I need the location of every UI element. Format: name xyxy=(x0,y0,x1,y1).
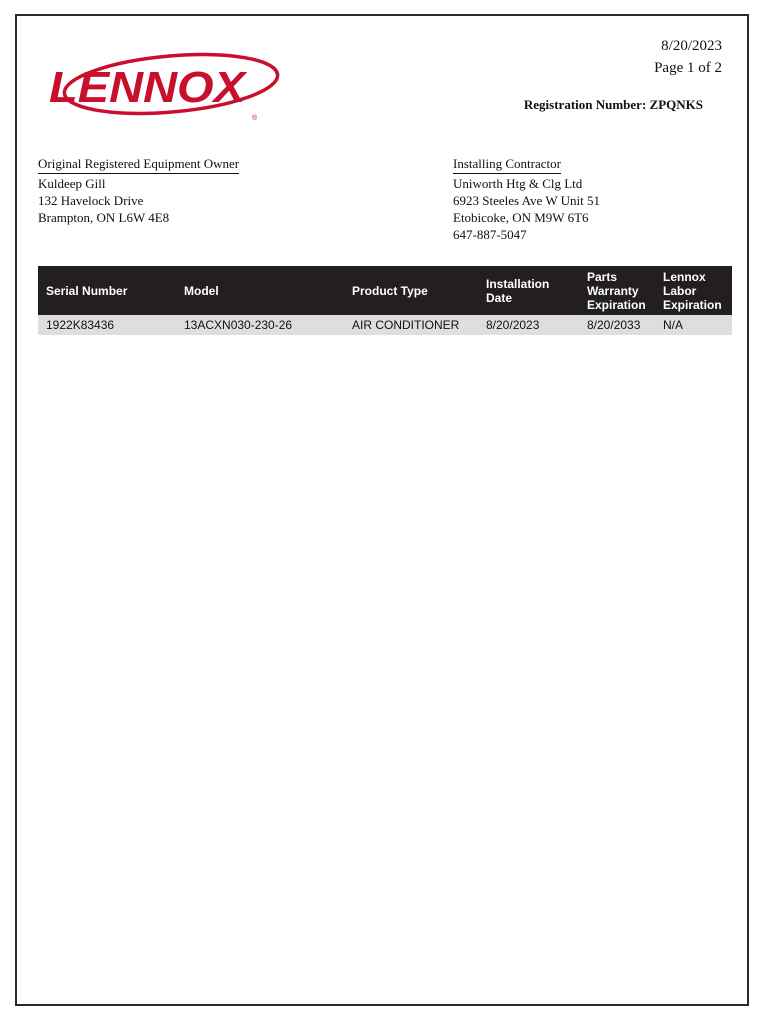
contractor-heading: Installing Contractor xyxy=(453,155,561,174)
page-indicator: Page 1 of 2 xyxy=(654,60,722,76)
contractor-address-block xyxy=(453,155,600,243)
owner-city: Brampton, ON L6W 4E8 xyxy=(38,210,170,225)
logo-wordmark: LENNOX xyxy=(49,63,248,112)
equipment-table xyxy=(38,266,732,335)
contractor-name: Uniworth Htg & Clg Ltd xyxy=(453,176,583,191)
contractor-city: Etobicoke, ON M9W 6T6 xyxy=(453,210,589,225)
column-header-model: Model xyxy=(176,266,344,315)
cell-installation-date: 8/20/2023 xyxy=(478,315,579,335)
column-header-installation-date: Installation Date xyxy=(478,266,579,315)
owner-address-block xyxy=(38,155,239,226)
cell-parts-warranty: 8/20/2033 xyxy=(579,315,655,335)
contractor-phone: 647-887-5047 xyxy=(453,227,527,242)
owner-street: 132 Havelock Drive xyxy=(38,193,144,208)
registration-number: Registration Number: ZPQNKS xyxy=(523,97,703,112)
table-row xyxy=(38,315,732,335)
lennox-logo xyxy=(47,50,283,122)
table-header-row xyxy=(38,266,732,315)
column-header-labor-expiration: Lennox Labor Expiration xyxy=(655,266,732,315)
owner-heading: Original Registered Equipment Owner xyxy=(38,155,239,174)
column-header-serial-number: Serial Number xyxy=(38,266,176,315)
owner-name: Kuldeep Gill xyxy=(38,176,106,191)
registered-mark: ® xyxy=(252,115,258,122)
document-page xyxy=(15,14,749,1006)
document-date: 8/20/2023 xyxy=(661,38,722,54)
cell-product-type: AIR CONDITIONER xyxy=(344,315,478,335)
cell-model: 13ACXN030-230-26 xyxy=(176,315,344,335)
cell-labor-expiration: N/A xyxy=(655,315,732,335)
column-header-product-type: Product Type xyxy=(344,266,478,315)
cell-serial-number: 1922K83436 xyxy=(38,315,176,335)
contractor-street: 6923 Steeles Ave W Unit 51 xyxy=(453,193,600,208)
column-header-parts-warranty: Parts Warranty Expiration xyxy=(579,266,655,315)
